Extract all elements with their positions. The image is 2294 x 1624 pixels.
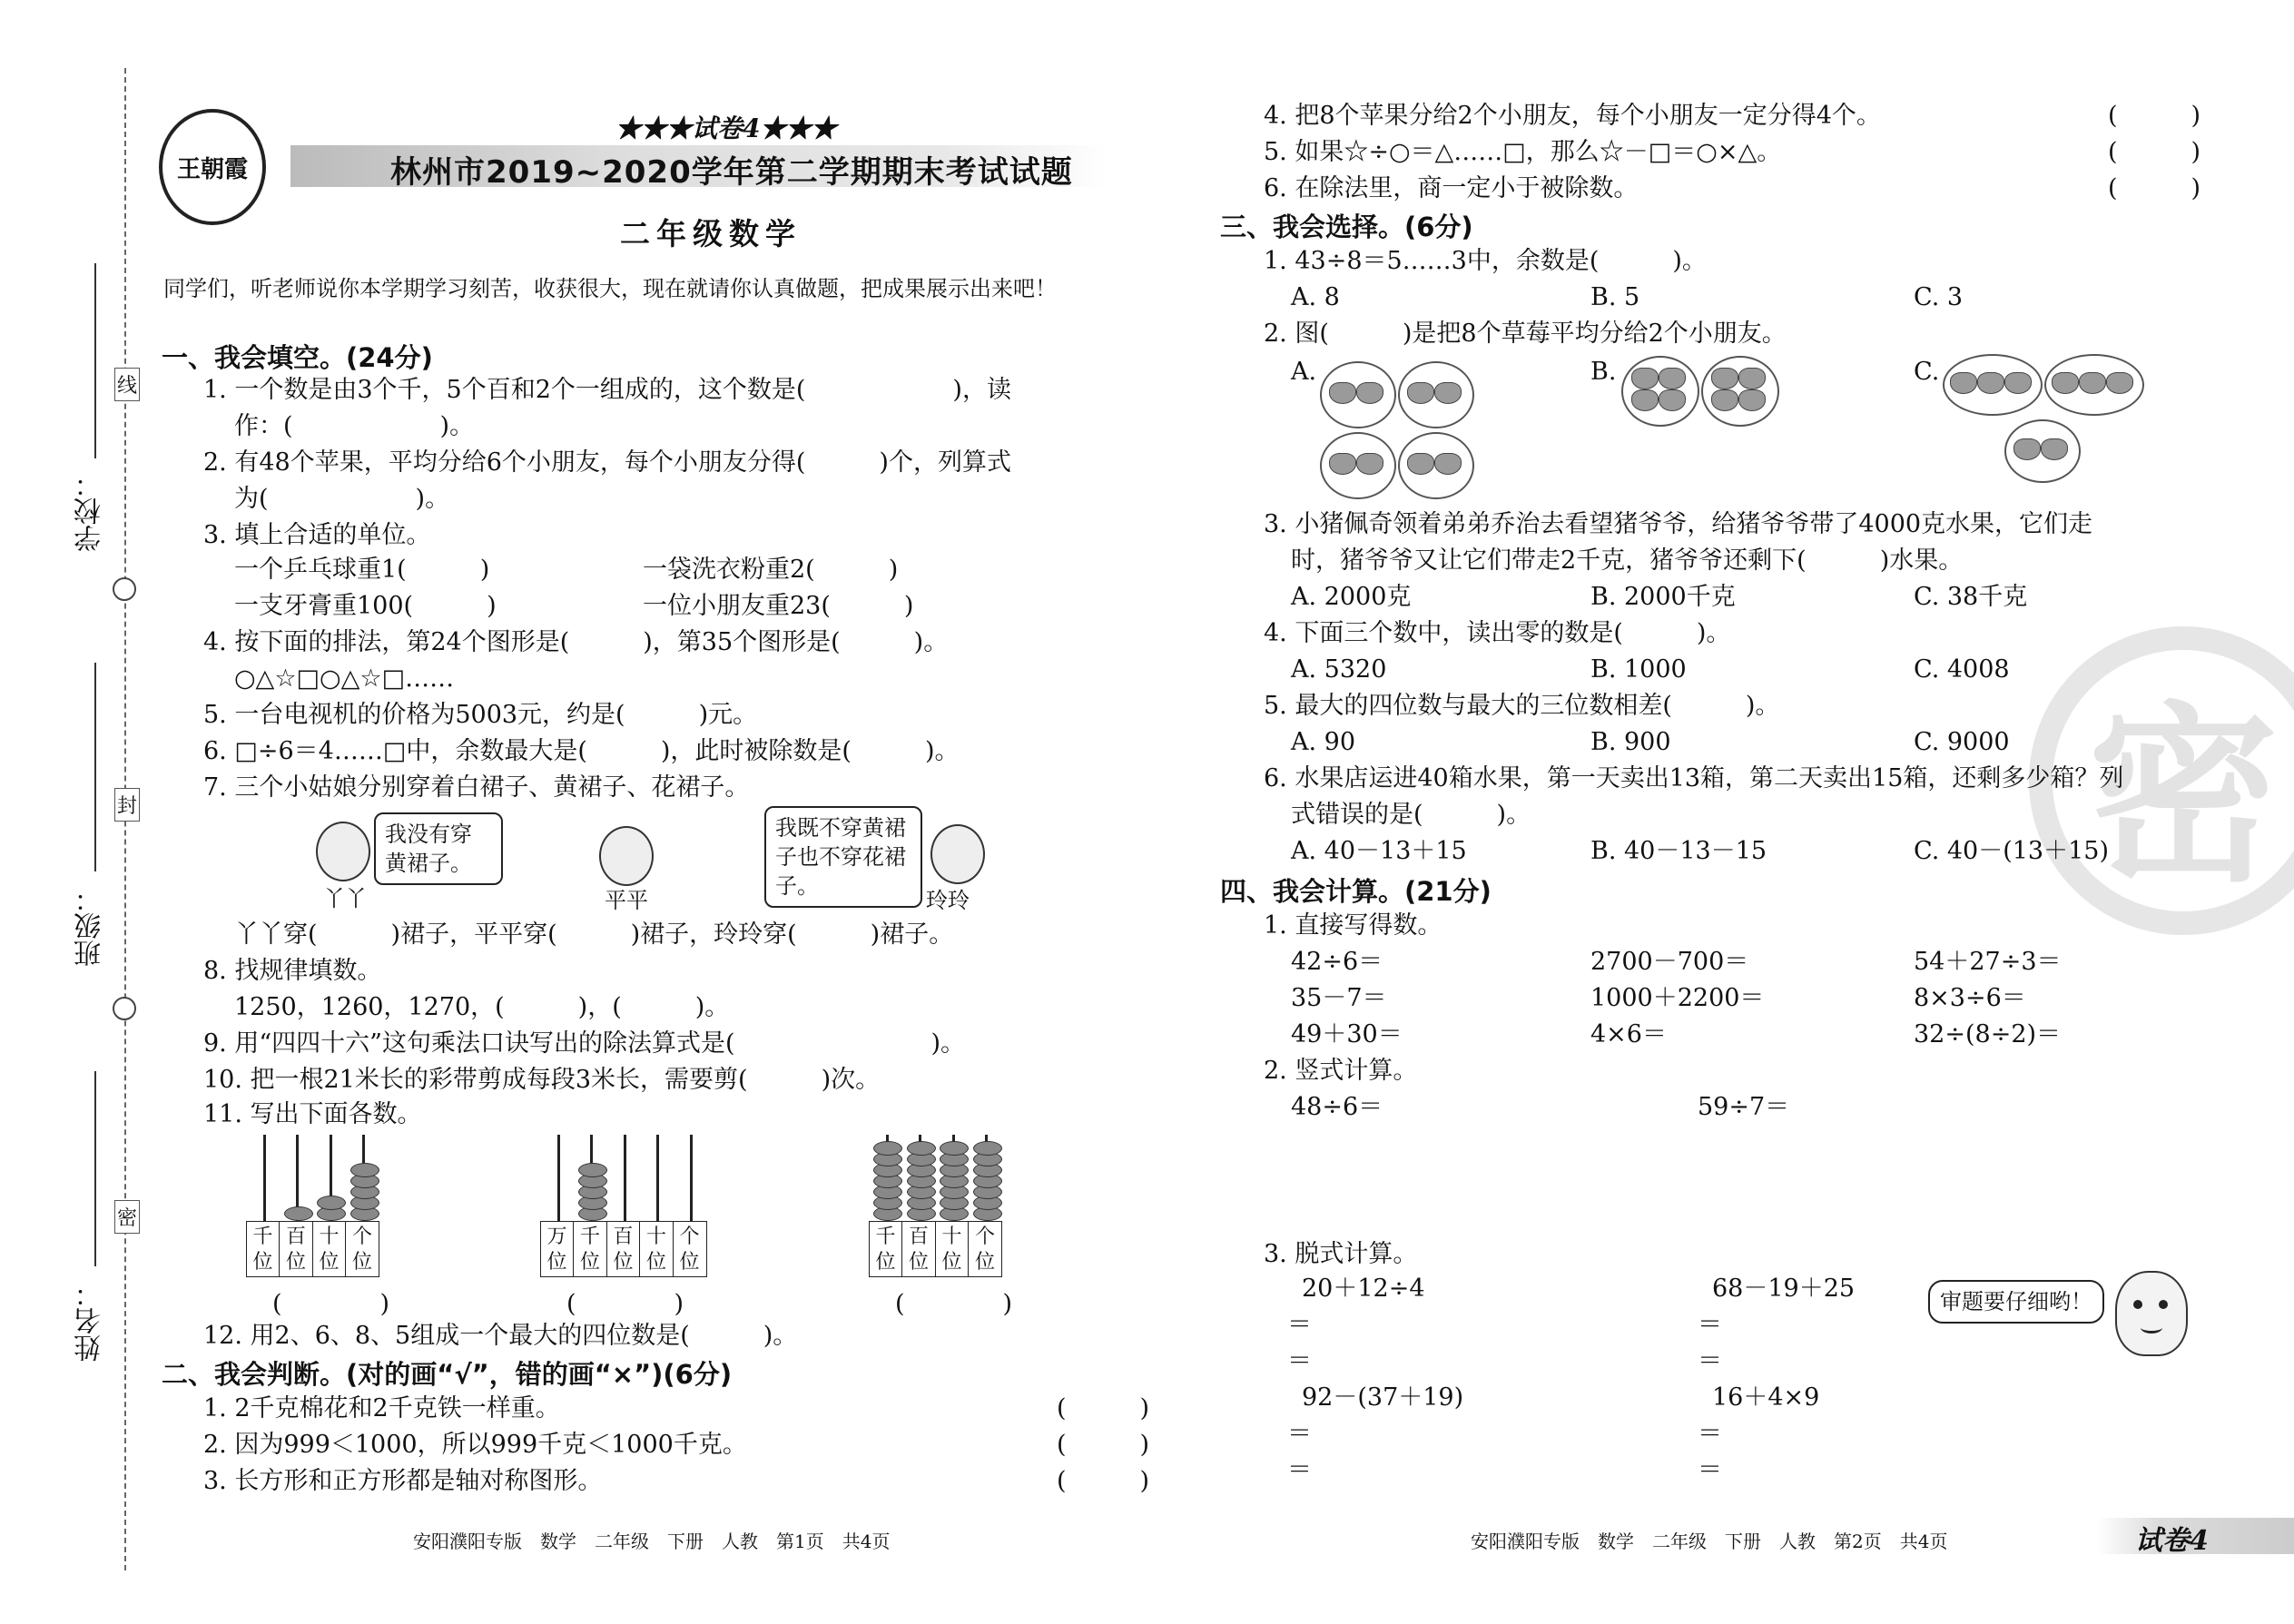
intro-text: 同学们，听老师说你本学期学习刻苦，收获很大，现在就请你认真做题，把成果展示出来吧！ (163, 276, 1057, 301)
vertical-calc-item[interactable]: 48÷6＝ (1291, 1093, 1383, 1121)
equals-sign: ＝ (1698, 1347, 1722, 1375)
strawberry-icon (2052, 372, 2079, 394)
abacus-place-table (247, 1221, 379, 1277)
judge-answer-blank[interactable]: ( ) (1057, 1467, 1150, 1495)
strawberry-icon (1329, 382, 1356, 404)
name-label: 姓名： (74, 1280, 106, 1362)
abacus-place-table (541, 1221, 707, 1277)
direct-calc-item[interactable]: 2700－700＝ (1590, 948, 1749, 976)
abacus-bead (973, 1141, 1002, 1156)
p3-q3-line2: 时，猪爷爷又让它们带走2千克，猪爷爷还剩下( )水果。 (1291, 546, 1964, 575)
stepwise-item[interactable]: 92－(37＋19) (1302, 1383, 1464, 1412)
p1-q7: 7. 三个小姑娘分别穿着白裙子、黄裙子、花裙子。 (203, 773, 750, 802)
place-value-cell: 千位 (573, 1221, 607, 1277)
equals-sign: ＝ (1698, 1311, 1722, 1339)
choice-option[interactable]: B. 40－13－15 (1590, 837, 1767, 865)
exam-title: 林州市2019~2020学年第二学期期末考试试题 (390, 154, 1073, 191)
stepwise-item[interactable]: 68－19＋25 (1712, 1275, 1856, 1303)
p1-q3-item: 一袋洗衣粉重2( ) (643, 556, 899, 584)
abacus-bead (350, 1163, 379, 1177)
equals-sign: ＝ (1287, 1311, 1312, 1339)
strawberry-icon (2013, 438, 2041, 460)
choice-option[interactable]: C. (1914, 358, 1940, 386)
footer-badge: 试卷4 (2135, 1525, 2209, 1557)
equals-sign: ＝ (1698, 1456, 1722, 1484)
place-value-cell: 千位 (246, 1221, 281, 1277)
p3-q2: 2. 图( )是把8个草莓平均分给2个小朋友。 (1264, 320, 1787, 348)
strawberry-icon (1659, 389, 1686, 411)
p1-q8: 8. 找规律填数。 (203, 957, 382, 985)
direct-calc-item[interactable]: 32÷(8÷2)＝ (1914, 1020, 2062, 1048)
choice-option[interactable]: B. 1000 (1590, 655, 1687, 684)
equals-sign: ＝ (1287, 1420, 1312, 1448)
logo-text: 王朝霞 (176, 155, 248, 183)
footer-left: 安阳濮阳专版 数学 二年级 下册 人教 第1页 共4页 (413, 1530, 891, 1552)
choice-option[interactable]: C. 3 (1914, 283, 1964, 311)
abacus-rod (263, 1135, 266, 1221)
mascot-icon (2115, 1271, 2188, 1356)
p1-q6: 6. □÷6＝4……□中，余数最大是( )，此时被除数是( )。 (203, 737, 960, 765)
equals-sign: ＝ (1698, 1420, 1722, 1448)
choice-option[interactable]: A. 5320 (1291, 655, 1387, 684)
strawberry-icon (1434, 382, 1462, 404)
abacus-bead (873, 1141, 902, 1156)
strawberry-icon (2004, 372, 2032, 394)
choice-option[interactable]: C. 38千克 (1914, 583, 2028, 611)
strawberry-icon (2106, 372, 2133, 394)
p1-q7-answer: 丫丫穿( )裙子，平平穿( )裙子，玲玲穿( )裙子。 (234, 920, 954, 949)
binding-hole-icon (113, 577, 136, 601)
class-label: 班级： (74, 885, 106, 967)
strawberry-icon (1738, 389, 1766, 411)
place-value-cell: 十位 (312, 1221, 347, 1277)
yaya-speech-bubble: 我没有穿黄裙子。 (374, 812, 503, 885)
place-value-cell: 百位 (606, 1221, 641, 1277)
p1-q12: 12. 用2、6、8、5组成一个最大的四位数是( )。 (203, 1322, 798, 1350)
abacus-rod (656, 1135, 659, 1221)
part4-title: 四、我会计算。(21分) (1220, 876, 1492, 907)
abacus-bead (578, 1163, 607, 1177)
p3-q5: 5. 最大的四位数与最大的三位数相差( )。 (1264, 692, 1780, 720)
watermark-char: 密 (2087, 685, 2279, 908)
strawberry-icon (1977, 372, 2004, 394)
judge-item: 3. 长方形和正方形都是轴对称图形。 (203, 1467, 603, 1495)
place-value-cell: 万位 (540, 1221, 575, 1277)
direct-calc-item[interactable]: 42÷6＝ (1291, 948, 1383, 976)
girl-name: 玲玲 (926, 888, 970, 913)
part2-title: 二、我会判断。(对的画“√”，错的画“×”)(6分) (162, 1359, 733, 1390)
choice-option[interactable]: A. (1291, 358, 1317, 386)
school-label: 学校： (74, 470, 106, 552)
subject-title: 二年级数学 (620, 216, 802, 251)
p1-q10: 10. 把一根21米长的彩带剪成每段3米长，需要剪( )次。 (203, 1066, 881, 1094)
strawberry-icon (1407, 382, 1434, 404)
place-value-cell: 十位 (935, 1221, 970, 1277)
choice-option[interactable]: A. 8 (1291, 283, 1340, 311)
stepwise-item[interactable]: 16＋4×9 (1712, 1383, 1820, 1412)
girl-name: 丫丫 (323, 886, 367, 911)
p1-q8-seq: 1250，1260，1270，( )，( )。 (234, 993, 730, 1021)
strawberry-icon (2041, 438, 2068, 460)
p1-q4-shapes: ○△☆□○△☆□…… (234, 664, 455, 693)
direct-calc-item[interactable]: 8×3÷6＝ (1914, 984, 2026, 1012)
judge-answer-blank[interactable]: ( ) (2108, 102, 2201, 130)
place-value-cell: 十位 (639, 1221, 674, 1277)
binding-mark-feng: 封 (114, 788, 140, 822)
equals-sign: ＝ (1287, 1456, 1312, 1484)
choice-option[interactable]: C. 9000 (1914, 728, 2010, 756)
strawberry-icon (2079, 372, 2106, 394)
class-field-line[interactable] (94, 663, 96, 871)
girl-yaya-icon (316, 822, 370, 881)
girl-name: 平平 (605, 888, 648, 913)
judge-answer-blank[interactable]: ( ) (1057, 1431, 1150, 1459)
logo-badge (159, 109, 266, 225)
choice-option[interactable]: A. 40－13＋15 (1291, 837, 1467, 865)
abacus-answer-blank[interactable]: ( ) (895, 1290, 1013, 1318)
abacus-rod (690, 1135, 693, 1221)
direct-calc-item[interactable]: 1000＋2200＝ (1590, 984, 1765, 1012)
choice-option[interactable]: B. (1590, 358, 1617, 386)
strawberry-icon (1631, 368, 1659, 389)
p1-q3: 3. 填上合适的单位。 (203, 521, 431, 549)
choice-option[interactable]: B. 2000千克 (1590, 583, 1736, 611)
binding-mark-xian: 线 (114, 368, 140, 401)
abacus-answer-blank[interactable]: ( ) (566, 1290, 684, 1318)
abacus-bead (940, 1141, 969, 1156)
p1-q5: 5. 一台电视机的价格为5003元，约是( )元。 (203, 701, 758, 729)
p3-q6-line2: 式错误的是( )。 (1291, 801, 1531, 829)
abacus-rod (624, 1135, 626, 1221)
judge-answer-blank[interactable]: ( ) (2108, 174, 2201, 202)
binding-hole-icon (113, 997, 136, 1020)
school-field-line[interactable] (94, 263, 96, 458)
strawberry-icon (1356, 382, 1383, 404)
place-value-cell: 百位 (901, 1221, 936, 1277)
judge-item: 6. 在除法里，商一定小于被除数。 (1264, 174, 1639, 202)
vertical-calc-item[interactable]: 59÷7＝ (1698, 1093, 1790, 1121)
exam-series-label: ★★★试卷4★★★ (615, 113, 837, 143)
strawberry-plate (1701, 356, 1779, 427)
strawberry-icon (1659, 368, 1686, 389)
strawberry-icon (1738, 368, 1766, 389)
direct-calc-item[interactable]: 49＋30＝ (1291, 1020, 1403, 1048)
abacus-bead (317, 1196, 346, 1210)
judge-item: 5. 如果☆÷○＝△……□，那么☆－□＝○×△。 (1264, 138, 1782, 166)
strawberry-icon (1711, 368, 1738, 389)
p1-q2-line2: 为( )。 (234, 485, 450, 513)
p1-q3-item: 一个乒乓球重1( ) (234, 556, 490, 584)
p4-s3: 3. 脱式计算。 (1264, 1240, 1418, 1268)
equals-sign: ＝ (1287, 1347, 1312, 1375)
abacus-bead (907, 1141, 936, 1156)
strawberry-icon (1711, 389, 1738, 411)
place-value-cell: 百位 (279, 1221, 313, 1277)
choice-option[interactable]: B. 900 (1590, 728, 1671, 756)
choice-option[interactable]: B. 5 (1590, 283, 1640, 311)
girl-lingling-icon (930, 824, 985, 884)
choice-option[interactable]: C. 40－(13＋15) (1914, 837, 2109, 865)
choice-option[interactable]: C. 4008 (1914, 655, 2010, 684)
direct-calc-item[interactable]: 4×6＝ (1590, 1020, 1667, 1048)
p1-q1-line1: 1. 一个数是由3个千，5个百和2个一组成的，这个数是( )，读 (203, 376, 1011, 404)
place-value-cell: 个位 (673, 1221, 707, 1277)
p3-q4: 4. 下面三个数中，读出零的数是( )。 (1264, 619, 1731, 647)
abacus-bead (284, 1206, 313, 1221)
part1-title: 一、我会填空。(24分) (162, 342, 433, 373)
p1-q9: 9. 用“四四十六”这句乘法口诀写出的除法算式是( )。 (203, 1029, 966, 1058)
part3-title: 三、我会选择。(6分) (1220, 212, 1473, 242)
p4-s2: 2. 竖式计算。 (1264, 1057, 1418, 1085)
choice-option[interactable]: A. 90 (1291, 728, 1356, 756)
judge-answer-blank[interactable]: ( ) (2108, 138, 2201, 166)
judge-answer-blank[interactable]: ( ) (1057, 1394, 1150, 1422)
p4-s1: 1. 直接写得数。 (1264, 911, 1442, 940)
p1-q4: 4. 按下面的排法，第24个图形是( )，第35个图形是( )。 (203, 628, 949, 656)
p3-q6-line1: 6. 水果店运进40箱水果，第一天卖出13箱，第二天卖出15箱，还剩多少箱？列 (1264, 764, 2124, 792)
p1-q1-line2: 作：( )。 (234, 412, 475, 440)
place-value-cell: 千位 (869, 1221, 903, 1277)
judge-item: 4. 把8个苹果分给2个小朋友，每个小朋友一定分得4个。 (1264, 102, 1881, 130)
strawberry-icon (1434, 453, 1462, 475)
abacus-place-table (870, 1221, 1002, 1277)
binding-mark-mi: 密 (114, 1200, 140, 1234)
judge-item: 2. 因为999＜1000，所以999千克＜1000千克。 (203, 1431, 747, 1459)
p1-q11: 11. 写出下面各数。 (203, 1100, 422, 1128)
girl-pingping-icon (599, 826, 654, 886)
direct-calc-item[interactable]: 35－7＝ (1291, 984, 1387, 1012)
strawberry-icon (1356, 453, 1383, 475)
abacus-answer-blank[interactable]: ( ) (272, 1290, 390, 1318)
stepwise-item[interactable]: 20＋12÷4 (1302, 1275, 1425, 1303)
p1-q2-line1: 2. 有48个苹果，平均分给6个小朋友，每个小朋友分得( )个，列算式 (203, 448, 1011, 477)
tip-speech-bubble: 审题要仔细哟！ (1928, 1280, 2104, 1324)
strawberry-icon (1407, 453, 1434, 475)
p1-q3-item: 一支牙膏重100( ) (234, 592, 497, 620)
strawberry-plate (1621, 356, 1699, 427)
lingling-speech-bubble: 我既不穿黄裙子也不穿花裙子。 (764, 806, 922, 908)
p3-q1: 1. 43÷8＝5……3中，余数是( )。 (1264, 247, 1707, 275)
footer-right: 安阳濮阳专版 数学 二年级 下册 人教 第2页 共4页 (1471, 1530, 1948, 1552)
abacus-rod (557, 1135, 560, 1221)
strawberry-icon (1950, 372, 1977, 394)
choice-option[interactable]: A. 2000克 (1291, 583, 1412, 611)
place-value-cell: 个位 (968, 1221, 1002, 1277)
strawberry-icon (1631, 389, 1659, 411)
strawberry-icon (1329, 453, 1356, 475)
p1-q3-item: 一位小朋友重23( ) (643, 592, 914, 620)
direct-calc-item[interactable]: 54＋27÷3＝ (1914, 948, 2062, 976)
p3-q3-line1: 3. 小猪佩奇领着弟弟乔治去看望猪爷爷，给猪爷爷带了4000克水果，它们走 (1264, 510, 2093, 538)
name-field-line[interactable] (94, 1071, 96, 1266)
place-value-cell: 个位 (345, 1221, 379, 1277)
judge-item: 1. 2千克棉花和2千克铁一样重。 (203, 1394, 560, 1422)
